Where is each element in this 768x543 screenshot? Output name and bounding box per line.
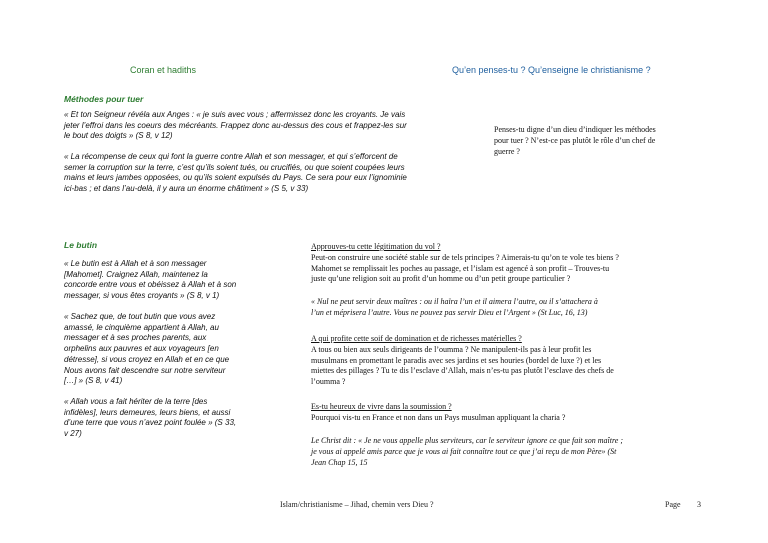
text-line: [Mahomet]. Craignez Allah, maintenez la	[64, 269, 208, 279]
text-line: « La récompense de ceux qui font la guerre contre Allah et son messager, et qui s’efforcent de	[64, 152, 398, 161]
text-line: orphelins aux pauvres et aux voyageurs [en	[64, 344, 219, 354]
quote-st-luc	[311, 297, 721, 319]
question-heading-domination: A qui profite cette soif de domination et de richesses matérielles ?	[311, 334, 522, 343]
text-line: pour tuer ? N’est-ce pas plutôt le rôle d’un chef de	[494, 135, 656, 145]
text-line: messager, si vous êtes croyants » (S 8, v 1)	[64, 291, 220, 301]
text-line: jeter l’effroi dans les coeurs des mécréants. Frappez donc au-dessus des cous et frappez-les sur	[64, 120, 407, 130]
text-line: Pourquoi vis-tu en France et non dans un Pays musulman appliquant la charia ?	[311, 413, 566, 422]
text-line: mains et leurs jambes opposées, ou qu’ils soient expulsés du Pays. Ce sera pour eux l’ignominie	[64, 173, 407, 183]
text-line: semer la corruption sur la terre, c’est qu’ils soient tués, ou crucifiés, ou que soient coupées leurs	[64, 162, 405, 172]
text-line: Peut-on construire une société stable sur de tels principes ? Aimerais-tu qu’on te vole tes biens ?	[311, 253, 619, 262]
text-line: Le Christ dit : « Je ne vous appelle plus serviteurs, car le serviteur ignore ce que fait son maître ;	[311, 436, 624, 445]
text-line: le bout des doigts » (S 8, v 12)	[64, 131, 173, 141]
footer-page-label: Page	[665, 500, 681, 509]
quote-s8-v1	[64, 259, 279, 302]
text-line: messager et à ses proches parents, aux	[64, 333, 207, 343]
text-line: v 27)	[64, 429, 82, 439]
text-line: guerre ?	[494, 146, 520, 156]
text-line: d’une terre que vous n’avez point foulée » (S 33,	[64, 418, 237, 428]
text-line: Nous avons fait descendre sur notre serviteur	[64, 365, 226, 375]
text-line: je vous ai appelé amis parce que je vous ai fait connaître tout ce que j’ai reçu de mon Père» (St	[311, 446, 617, 456]
footer-title: Islam/christianisme – Jihad, chemin vers Dieu ?	[280, 500, 434, 509]
text-line: ici-bas ; et dans l’au-delà, il y aura un énorme châtiment » (S 5, v 33)	[64, 184, 309, 194]
text-line: l’un et méprisera l’autre. Vous ne pouvez pas servir Dieu et l’Argent » (St Luc, 16, 13)	[311, 307, 588, 317]
text-line: miettes des pillages ? Tu te dis l’esclave d’Allah, mais n’es-tu pas plutôt l’esclave des chefs de	[311, 366, 614, 376]
paragraph-soumission	[311, 413, 721, 424]
text-line: « Et ton Seigneur révéla aux Anges : « je suis avec vous ; affermissez donc les croyants. Je vais	[64, 110, 406, 119]
section-title-butin: Le butin	[64, 240, 98, 250]
paragraph-domination	[311, 345, 721, 387]
quote-s8-v41	[64, 312, 279, 387]
text-line: amassé, le cinquième appartient à Allah, au	[64, 322, 219, 332]
text-line: « Le butin est à Allah et à son messager	[64, 259, 207, 268]
section-title-methodes: Méthodes pour tuer	[64, 94, 144, 104]
question-heading-vol: Approuves-tu cette légitimation du vol ?	[311, 242, 441, 251]
quote-st-jean	[311, 436, 721, 468]
text-line: Jean Chap 15, 15	[311, 457, 368, 467]
text-line: l’oumma ?	[311, 376, 346, 386]
header-right: Qu’en penses-tu ? Qu’enseigne le christianisme ?	[452, 65, 651, 75]
text-line: « Nul ne peut servir deux maîtres : ou il haïra l’un et il aimera l’autre, ou il s’attachera à	[311, 297, 598, 306]
text-line: Penses-tu digne d’un dieu d’indiquer les méthodes	[494, 125, 656, 134]
text-line: juste qu’une religion soit au profit d’un homme ou d’un petit groupe particulier ?	[311, 274, 571, 284]
quote-s5-v33	[64, 152, 469, 195]
paragraph-vol	[311, 253, 721, 285]
quote-s8-v12	[64, 110, 469, 142]
question-heading-soumission: Es-tu heureux de vivre dans la soumission ?	[311, 402, 452, 411]
comment-methodes	[494, 125, 704, 157]
text-line: infidèles], leurs demeures, leurs biens, et aussi	[64, 407, 231, 417]
text-line: Mahomet se remplissait les poches au passage, et l’islam est agencé à son profit – Trouves-tu	[311, 263, 610, 273]
text-line: concorde entre vous et obéissez à Allah et à son	[64, 280, 237, 290]
footer-page-number: 3	[697, 500, 701, 509]
text-line: musulmans en promettant le paradis avec ses jardins et ses houries (bordel de luxe ?) et les	[311, 355, 602, 365]
text-line: A tous ou bien aux seuls dirigeants de l’oumma ? Ne manipulent-ils pas à leur profit les	[311, 345, 592, 354]
header-left: Coran et hadiths	[130, 65, 197, 75]
text-line: « Allah vous a fait hériter de la terre [des	[64, 397, 208, 406]
text-line: « Sachez que, de tout butin que vous avez	[64, 312, 216, 321]
text-line: détresse], si vous croyez en Allah et en ce que	[64, 354, 230, 364]
quote-s33-v27	[64, 397, 279, 440]
text-line: […] » (S 8, v 41)	[64, 376, 123, 386]
